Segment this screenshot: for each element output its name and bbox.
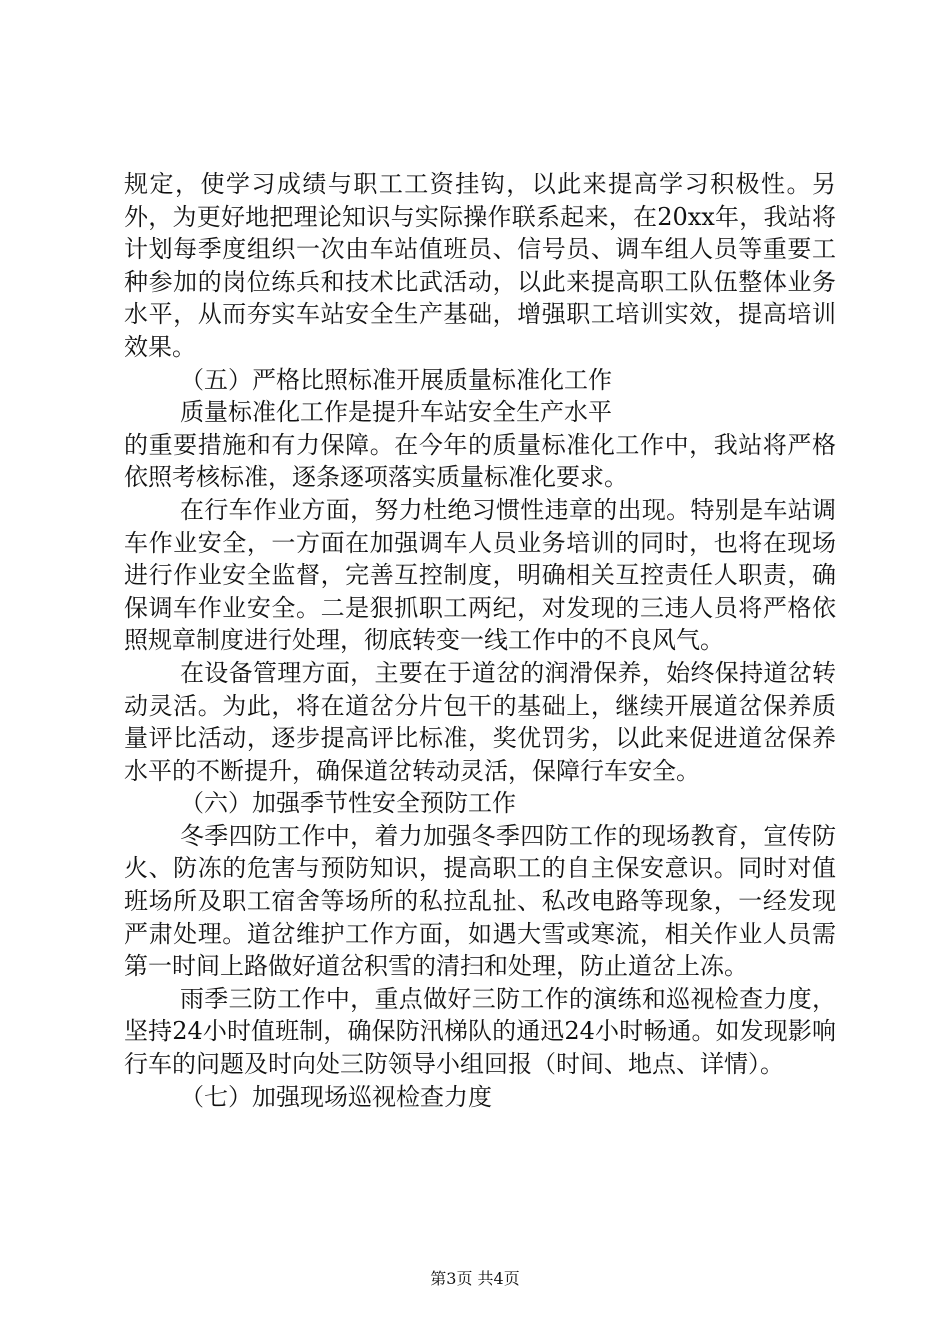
section-heading: （五）严格比照标准开展质量标准化工作 (180, 365, 612, 394)
paragraph: 在行车作业方面，努力杜绝习惯性违章的出现。特别是车站调车作业安全，一方面在加强调车人员业务培训的同时，也将在现场进行作业安全监督，完善互控制度，明确相关互控责任人职责，确保调车作业安全。二是狠抓职工两纪，对发现的三违人员将严格依照规章制度进行处理，彻底转变一线工作中的不良风气。 (124, 495, 836, 655)
paragraph: 质量标准化工作是提升车站安全生产水平 (180, 398, 612, 427)
page-footer (0, 1269, 950, 1289)
paragraph: 的重要措施和有力保障。在今年的质量标准化工作中，我站将严格依照考核标准，逐条逐项落实质量标准化要求。 (124, 430, 836, 492)
section-heading: （六）加强季节性安全预防工作 (180, 789, 516, 818)
paragraph: 规定，使学习成绩与职工工资挂钩，以此来提高学习积极性。另外，为更好地把理论知识与实际操作联系起来，在20xx年，我站将计划每季度组织一次由车站值班员、信号员、调车组人员等重要工种参加的岗位练兵和技术比武活动，以此来提高职工队伍整体业务水平，从而夯实车站安全生产基础，增强职工培训实效，提高培训效果。 (124, 170, 836, 361)
section-heading: （七）加强现场巡视检查力度 (180, 1082, 492, 1111)
paragraph: 雨季三防工作中，重点做好三防工作的演练和巡视检查力度，坚持24小时值班制，确保防汛梯队的通迅24小时畅通。如发现影响行车的问题及时向处三防领导小组回报（时间、地点、详情）。 (124, 984, 836, 1079)
document-body (124, 168, 836, 1113)
paragraph: 冬季四防工作中，着力加强冬季四防工作的现场教育，宣传防火、防冻的危害与预防知识，提高职工的自主保安意识。同时对值班场所及职工宿舍等场所的私拉乱扯、私改电路等现象，一经发现严肃处理。道岔维护工作方面，如遇大雪或寒流，相关作业人员需第一时间上路做好道岔积雪的清扫和处理，防止道岔上冻。 (124, 821, 836, 981)
paragraph: 在设备管理方面，主要在于道岔的润滑保养，始终保持道岔转动灵活。为此，将在道岔分片包干的基础上，继续开展道岔保养质量评比活动，逐步提高评比标准，奖优罚劣，以此来促进道岔保养水平的不断提升，确保道岔转动灵活，保障行车安全。 (124, 658, 836, 785)
page-number: 第3页 共4页 (430, 1269, 520, 1288)
